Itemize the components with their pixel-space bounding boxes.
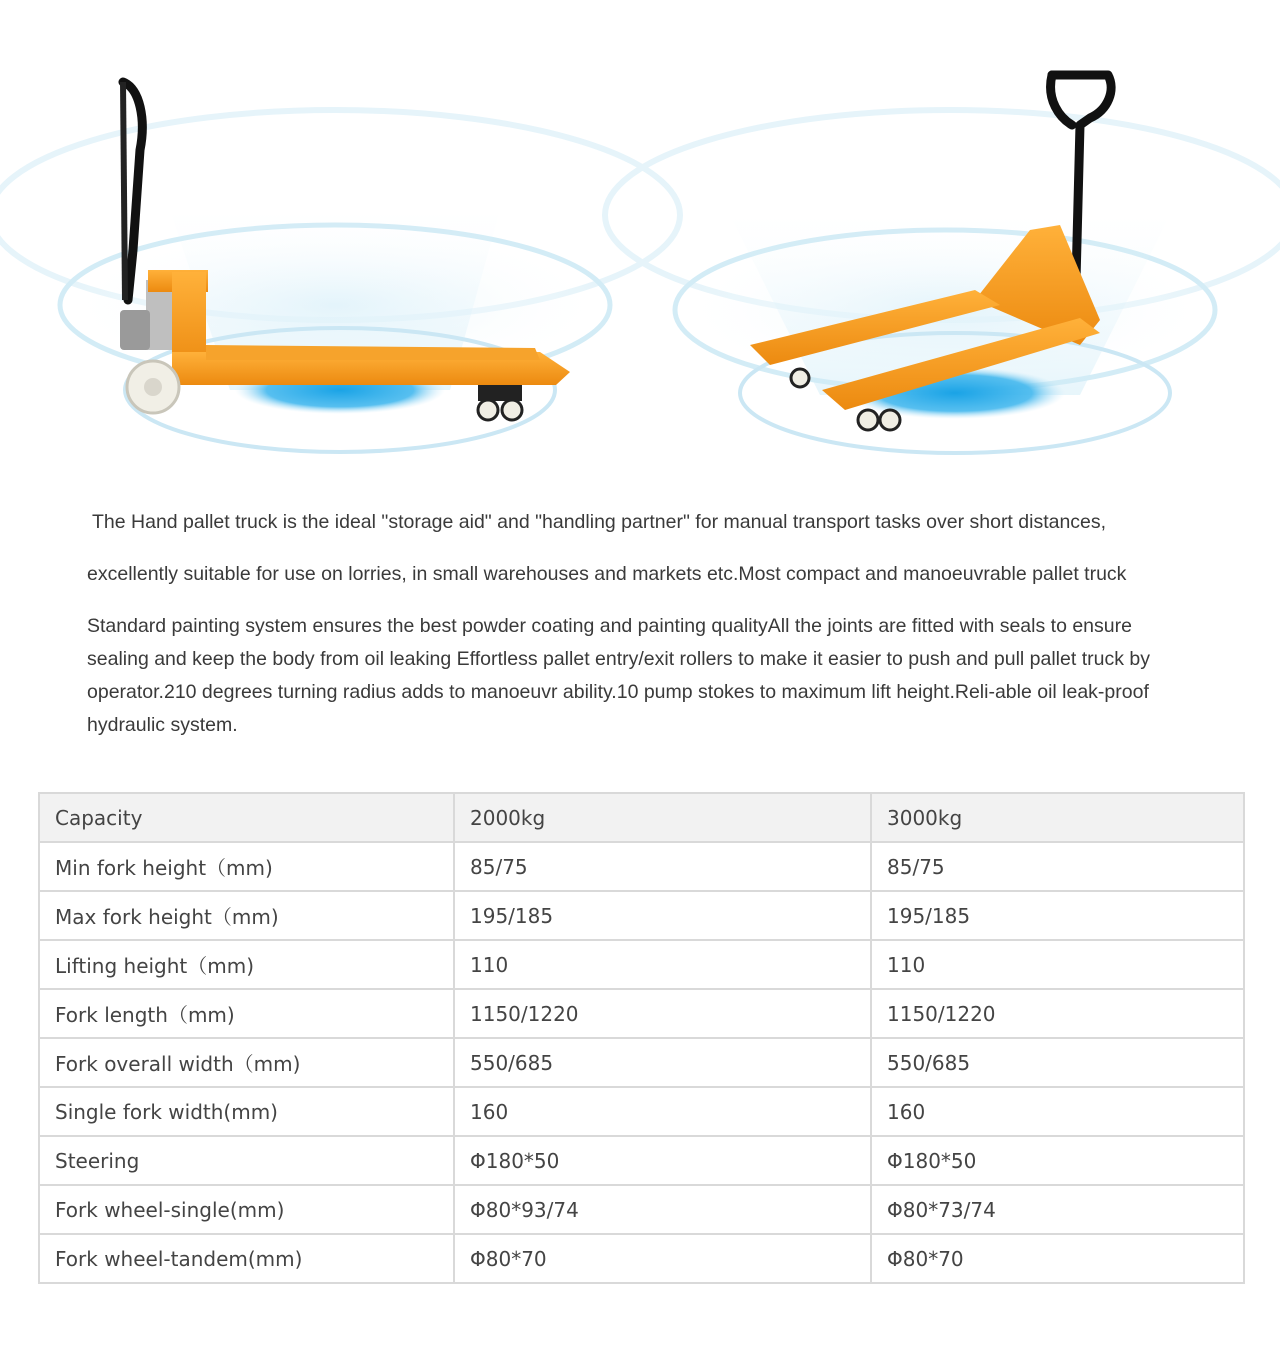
spec-value-cell: 2000kg — [454, 793, 871, 842]
spec-value-cell: Φ180*50 — [871, 1136, 1244, 1185]
spec-label-cell: Min fork height（mm) — [39, 842, 454, 891]
table-row — [39, 1038, 1244, 1087]
spec-value-cell: 85/75 — [871, 842, 1244, 891]
description-line-2: excellently suitable for use on lorries, in small warehouses and markets etc.Most compact and manoeuvrable pallet truck — [87, 563, 1127, 585]
spec-value-cell: Φ80*73/74 — [871, 1185, 1244, 1234]
left-truck-image — [0, 82, 680, 452]
table-row — [39, 940, 1244, 989]
spec-label-cell: Steering — [39, 1136, 454, 1185]
table-row — [39, 891, 1244, 940]
spec-value-cell: Φ80*93/74 — [454, 1185, 871, 1234]
spec-value-cell: 160 — [454, 1087, 871, 1136]
spec-label-cell: Single fork width(mm) — [39, 1087, 454, 1136]
spec-label-cell: Fork length（mm) — [39, 989, 454, 1038]
spec-value-cell: 1150/1220 — [871, 989, 1244, 1038]
spec-value-cell: Φ180*50 — [454, 1136, 871, 1185]
spec-table — [38, 792, 1245, 1284]
spec-label-cell: Capacity — [39, 793, 454, 842]
spec-value-cell: 195/185 — [454, 891, 871, 940]
table-row — [39, 1136, 1244, 1185]
description-line-1: The Hand pallet truck is the ideal "storage aid" and "handling partner" for manual transport tasks over short distances, — [92, 511, 1107, 533]
product-hero — [0, 0, 1280, 480]
table-row — [39, 1185, 1244, 1234]
spec-value-cell: 195/185 — [871, 891, 1244, 940]
spec-value-cell: 160 — [871, 1087, 1244, 1136]
spec-value-cell: 550/685 — [871, 1038, 1244, 1087]
spec-value-cell: 110 — [871, 940, 1244, 989]
table-row — [39, 989, 1244, 1038]
spec-value-cell: 3000kg — [871, 793, 1244, 842]
right-truck-image — [605, 75, 1280, 453]
spec-label-cell: Lifting height（mm) — [39, 940, 454, 989]
product-images — [0, 0, 1280, 480]
table-row — [39, 842, 1244, 891]
spec-value-cell: 1150/1220 — [454, 989, 871, 1038]
table-header-row — [39, 793, 1244, 842]
spec-value-cell: 550/685 — [454, 1038, 871, 1087]
description-paragraph: Standard painting system ensures the best powder coating and painting qualityAll the joints are fitted with seals to ensure sealing and keep the body from oil leaking Effortless pallet entry/exit rollers to make it easier to push and pull pallet truck by operator.210 degrees turning radius adds to manoeuvr ability.10 pump stokes to maximum lift height.Reli-able oil leak-proof hydraulic system. — [87, 615, 1150, 736]
table-row — [39, 1087, 1244, 1136]
spec-label-cell: Max fork height（mm) — [39, 891, 454, 940]
spec-label-cell: Fork wheel-single(mm) — [39, 1185, 454, 1234]
spec-label-cell: Fork overall width（mm) — [39, 1038, 454, 1087]
spec-value-cell: Φ80*70 — [454, 1234, 871, 1283]
table-row — [39, 1234, 1244, 1283]
spec-label-cell: Fork wheel-tandem(mm) — [39, 1234, 454, 1283]
spec-value-cell: Φ80*70 — [871, 1234, 1244, 1283]
spec-value-cell: 85/75 — [454, 842, 871, 891]
spec-value-cell: 110 — [454, 940, 871, 989]
